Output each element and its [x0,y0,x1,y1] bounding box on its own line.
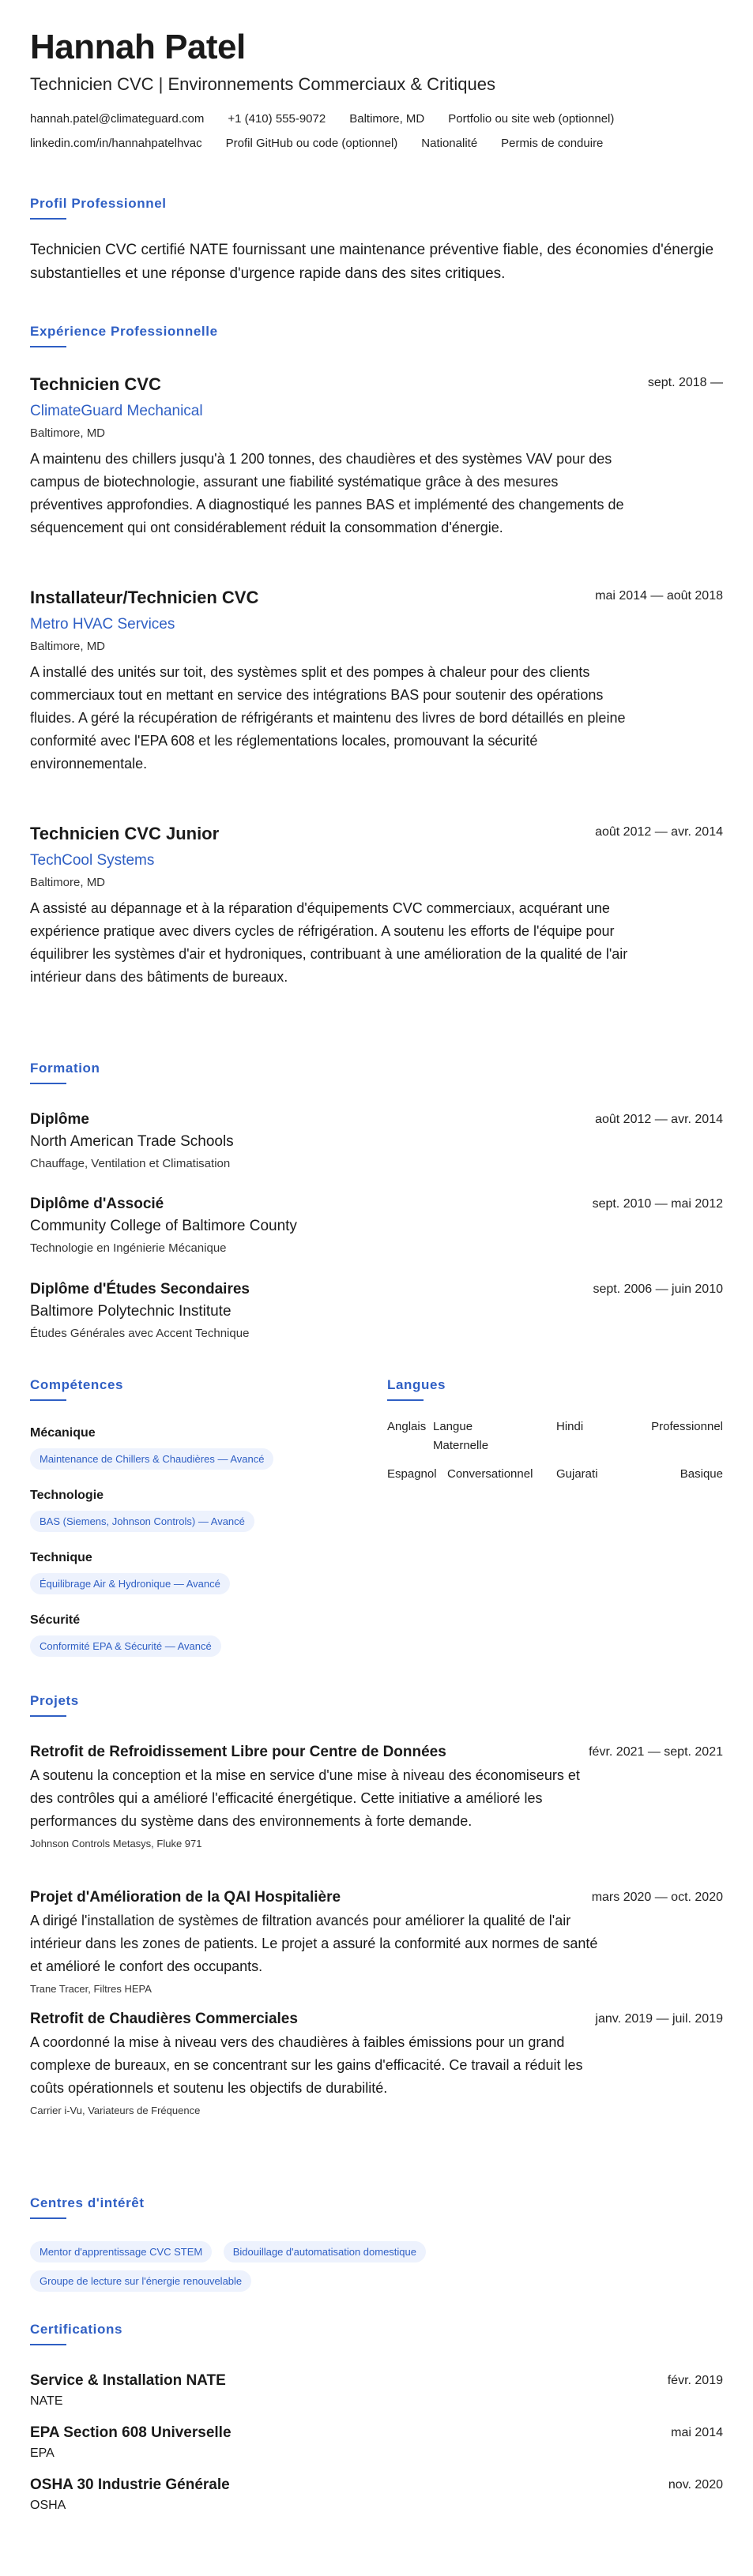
skill-badge: Maintenance de Chillers & Chaudières — Avancé [30,1448,273,1470]
project-description: A dirigé l'installation de systèmes de filtration avancés pour améliorer la qualité de l'air intérieur dans les zones de patients. Le projet a assuré la conformité aux normes de santé et amélioré le confort des occupants. [30,1913,598,1974]
contact-github[interactable]: Profil GitHub ou code (optionnel) [225,137,398,151]
project-date: janv. 2019 — juil. 2019 [595,2012,723,2026]
contact-linkedin[interactable]: linkedin.com/in/hannahpatelhvac [30,137,202,151]
job-entry [30,824,723,989]
certification-date: nov. 2020 [668,2478,723,2492]
certification-entry [30,2476,723,2513]
certification-issuer: OSHA [30,2499,66,2512]
language-name: Gujarati [556,1467,598,1481]
skill-group [30,1489,362,1532]
contact-location: Baltimore, MD [349,112,425,126]
section-title-interests: Centres d'intérêt [30,2195,145,2210]
contact-list [30,112,723,150]
job-description: A maintenu des chillers jusqu'à 1 200 tonnes, des chaudières et des systèmes VAV pour des campus de biotechnologie, assurant une fiabilité systématique grâce à des mesures préventives approfondies. A diagnostiqué les pannes BAS et implémenté des changements de séquencement qui ont considérablement réduit la consommation d'énergie. [30,451,624,535]
section-rule [30,218,66,220]
skill-category: Sécurité [30,1613,81,1627]
education-field: Chauffage, Ventilation et Climatisation [30,1157,231,1170]
language-level: Professionnel [651,1420,723,1433]
job-company: Metro HVAC Services [30,616,175,633]
contact-license: Permis de conduire [501,137,604,151]
section-title-experience: Expérience Professionnelle [30,324,218,339]
job-company: ClimateGuard Mechanical [30,403,203,419]
education-degree: Diplôme d'Études Secondaires [30,1281,250,1297]
job-description: A assisté au dépannage et à la réparation d'équipements CVC commerciaux, acquérant une expérience pratique avec divers cycles de réfrigération. A soutenu les efforts de l'équipe pour équilibrer les systèmes d'air et hydroniques, contribuant à une amélioration de la qualité de l'air intérieur dans des bâtiments de bureaux. [30,900,628,985]
education-school: North American Trade Schools [30,1133,234,1150]
skill-group [30,1426,362,1470]
profile-summary: Technicien CVC certifié NATE fournissant une maintenance préventive fiable, des économies d'énergie substantielles et une réponse d'urgence rapide dans des sites critiques. [30,242,714,282]
language-name: Anglais [387,1420,427,1433]
job-date: août 2012 — avr. 2014 [595,825,723,839]
job-location: Baltimore, MD [30,876,106,889]
skill-badge: Équilibrage Air & Hydronique — Avancé [30,1573,230,1594]
interest-list [30,2233,536,2292]
job-title: Technicien CVC Junior [30,824,220,843]
job-description: A installé des unités sur toit, des systèmes split et des pompes à chaleur pour des clients commerciaux tout en mettant en service des intégrations BAS pour soutenir des opérations fluides. A géré la récupération de réfrigérants et maintenu des livres de bord détaillés en pleine conformité avec l'EPA 608 et les réglementations locales, promouvant la sécurité environnementale. [30,664,626,772]
project-tech: Carrier i-Vu, Variateurs de Fréquence [30,2105,201,2116]
section-rule [30,1715,66,1717]
skill-badge: BAS (Siemens, Johnson Controls) — Avancé [30,1511,254,1532]
candidate-subtitle: Technicien CVC | Environnements Commerciaux & Critiques [30,74,495,95]
candidate-name: Hannah Patel [30,28,246,66]
education-school: Baltimore Polytechnic Institute [30,1303,232,1320]
language-level: Conversationnel [447,1467,533,1481]
project-title: Retrofit de Refroidissement Libre pour Centre de Données [30,1744,446,1760]
skill-badge: Conformité EPA & Sécurité — Avancé [30,1635,221,1657]
job-title: Installateur/Technicien CVC [30,588,259,607]
certification-name: Service & Installation NATE [30,2372,226,2389]
skill-category: Technique [30,1551,92,1564]
education-entry [30,1111,723,1170]
section-rule [30,2217,66,2219]
certification-name: OSHA 30 Industrie Générale [30,2476,230,2493]
education-section [30,1061,723,1084]
project-description: A soutenu la conception et la mise en service d'une mise à niveau des économiseurs et des contrôles qui a amélioré l'efficacité énergétique. Cette initiative a amélioré les performances du système dans des environnements à forte demande. [30,1767,580,1829]
certification-issuer: EPA [30,2446,55,2460]
job-location: Baltimore, MD [30,426,106,440]
project-date: févr. 2021 — sept. 2021 [589,1745,723,1759]
interest-badge: Groupe de lecture sur l'énergie renouvelable [30,2270,251,2292]
resume-header [30,28,723,150]
project-entry [30,2011,723,2116]
skills-section [30,1377,362,1657]
education-date: août 2012 — avr. 2014 [595,1113,723,1126]
projects-section [30,1693,723,1717]
project-date: mars 2020 — oct. 2020 [591,1891,723,1904]
certification-entry [30,2424,723,2461]
language-level: Basique [680,1467,723,1481]
languages-section [387,1377,723,1504]
job-title: Technicien CVC [30,374,161,394]
education-date: sept. 2006 — juin 2010 [593,1282,723,1296]
skill-group [30,1613,362,1657]
project-description: A coordonné la mise à niveau vers des chaudières à faibles émissions pour un grand complexe de bureaux, en se concentrant sur les gains d'efficacité. Ce travail a réduit les coûts opérationnels et soutenu les objectifs de durabilité. [30,2034,583,2096]
interest-badge: Mentor d'apprentissage CVC STEM [30,2241,212,2262]
education-school: Community College of Baltimore County [30,1218,297,1234]
section-title-languages: Langues [387,1377,446,1392]
certifications-section [30,2322,723,2345]
job-entry [30,588,723,775]
interest-badge: Bidouillage d'automatisation domestique [224,2241,426,2262]
section-rule [30,2344,66,2345]
education-entry [30,1196,723,1255]
education-degree: Diplôme d'Associé [30,1196,164,1212]
project-title: Retrofit de Chaudières Commerciales [30,2011,298,2027]
job-date: mai 2014 — août 2018 [595,589,723,603]
certification-issuer: NATE [30,2394,63,2408]
project-tech: Trane Tracer, Filtres HEPA [30,1983,152,1995]
education-field: Technologie en Ingénierie Mécanique [30,1241,227,1255]
education-field: Études Générales avec Accent Technique [30,1327,250,1340]
certification-date: mai 2014 [671,2426,723,2439]
section-rule [387,1399,424,1401]
project-entry [30,1889,723,1995]
interests-section [30,2195,723,2292]
skill-category: Mécanique [30,1426,96,1440]
section-rule [30,1083,66,1084]
language-name: Espagnol [387,1467,437,1481]
language-name: Hindi [556,1420,584,1433]
project-entry [30,1744,723,1849]
job-entry [30,374,723,539]
job-company: TechCool Systems [30,852,155,869]
contact-nationality: Nationalité [421,137,478,151]
section-rule [30,346,66,347]
education-date: sept. 2010 — mai 2012 [592,1197,723,1211]
project-title: Projet d'Amélioration de la QAI Hospitalière [30,1889,341,1906]
language-level: Langue Maternelle [433,1420,489,1452]
contact-email[interactable]: hannah.patel@climateguard.com [30,112,205,126]
project-tech: Johnson Controls Metasys, Fluke 971 [30,1838,202,1849]
education-degree: Diplôme [30,1111,89,1128]
certification-date: févr. 2019 [667,2374,723,2387]
contact-phone[interactable]: +1 (410) 555-9072 [228,112,326,126]
skill-category: Technologie [30,1489,104,1502]
section-title-profile: Profil Professionnel [30,196,167,211]
job-location: Baltimore, MD [30,640,106,653]
certification-entry [30,2372,723,2409]
experience-section [30,324,723,347]
job-date: sept. 2018 — [647,376,723,389]
profile-section [30,196,723,286]
skill-group [30,1551,362,1594]
contact-portfolio[interactable]: Portfolio ou site web (optionnel) [448,112,615,126]
education-entry [30,1281,723,1340]
section-title-education: Formation [30,1061,100,1076]
section-title-projects: Projets [30,1693,79,1708]
section-title-skills: Compétences [30,1377,124,1392]
section-title-certifications: Certifications [30,2322,123,2337]
certification-name: EPA Section 608 Universelle [30,2424,232,2441]
section-rule [30,1399,66,1401]
